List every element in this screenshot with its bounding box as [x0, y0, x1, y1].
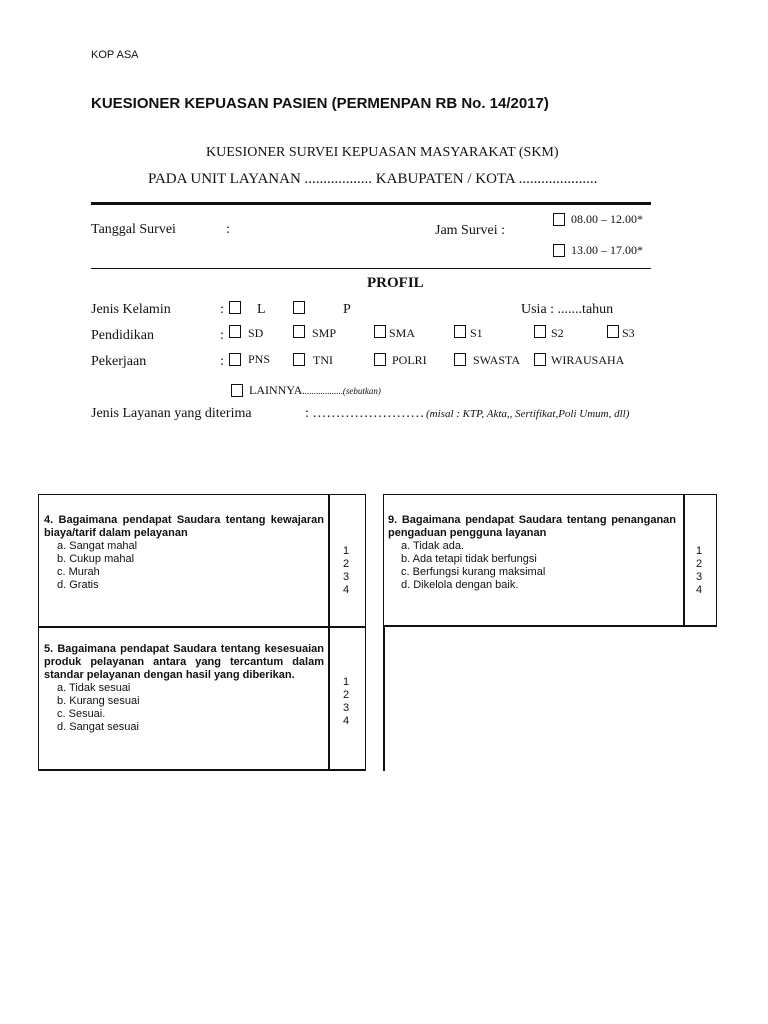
question-4-score-2: 2 [342, 558, 350, 570]
question-4-score-4: 4 [342, 584, 350, 596]
job-wirausaha-label: WIRAUSAHA [551, 353, 625, 367]
education-colon: : [220, 328, 224, 343]
question-9 [388, 514, 676, 592]
education-s3-label: S3 [622, 326, 635, 340]
question-5-option-d: d. Sangat sesuai [57, 721, 139, 733]
education-label: Pendidikan [91, 328, 154, 343]
right-panel-extension [383, 626, 385, 771]
header-divider [91, 202, 651, 205]
right-score-divider [683, 494, 685, 627]
question-9-option-a: a. Tidak ada. [401, 540, 464, 552]
job-swasta-label: SWASTA [473, 353, 521, 367]
education-sd-label: SD [248, 326, 264, 340]
job-other-label [249, 383, 381, 398]
time-option-1-checkbox[interactable] [553, 213, 565, 226]
education-s2-label: S2 [551, 326, 564, 340]
question-5-text: 5. Bagaimana pendapat Saudara tentang kesesuaian produk pelayanan antara yang tercantum dalam standar pelayanan dengan hasil yang diberikan. [44, 643, 324, 681]
question-4-option-a: a. Sangat mahal [57, 540, 138, 552]
survey-divider [91, 268, 651, 269]
gender-l-checkbox[interactable] [229, 301, 241, 314]
question-4 [44, 514, 324, 592]
question-9-option-d: d. Dikelola dengan baik. [401, 579, 519, 591]
question-5-option-b: b. Kurang sesuai [57, 695, 140, 707]
education-sd-checkbox[interactable] [229, 325, 241, 338]
job-pns-label: PNS [248, 352, 271, 366]
page-title: KUESIONER KEPUASAN PASIEN (PERMENPAN RB No. 14/2017) [91, 95, 549, 112]
question-4-option-d: d. Gratis [57, 579, 99, 591]
question-9-score-4: 4 [695, 584, 703, 596]
time-option-2-checkbox[interactable] [553, 244, 565, 257]
question-9-option-c: c. Berfungsi kurang maksimal [401, 566, 546, 578]
question-5-score-1: 1 [342, 676, 350, 688]
question-4-score-1: 1 [342, 545, 350, 557]
education-smp-label: SMP [312, 326, 337, 340]
question-9-option-b: b. Ada tetapi tidak berfungsi [401, 553, 537, 565]
job-other-text: LAINNYA [249, 383, 303, 397]
unit-layanan-line: PADA UNIT LAYANAN .................. KABUPATEN / KOTA ..................... [148, 171, 598, 187]
kop-label: KOP ASA [91, 49, 139, 61]
question-4-option-b: b. Cukup mahal [57, 553, 135, 565]
question-4-text: 4. Bagaimana pendapat Saudara tentang kewajaran biaya/tarif dalam pelayanan [44, 514, 324, 539]
question-9-score-1: 1 [695, 545, 703, 557]
question-4-option-c: c. Murah [57, 566, 100, 578]
job-swasta-checkbox[interactable] [454, 353, 466, 366]
job-pns-checkbox[interactable] [229, 353, 241, 366]
question-9-score-2: 2 [695, 558, 703, 570]
job-wirausaha-checkbox[interactable] [534, 353, 546, 366]
education-s1-checkbox[interactable] [454, 325, 466, 338]
education-s1-label: S1 [470, 326, 483, 340]
education-s2-checkbox[interactable] [534, 325, 546, 338]
job-tni-label: TNI [313, 353, 333, 367]
question-5-option-c: c. Sesuai. [57, 708, 106, 720]
education-sma-label: SMA [389, 326, 416, 340]
time-option-1-label: 08.00 – 12.00* [571, 212, 643, 226]
question-5 [44, 643, 324, 734]
age-field: Usia : .......tahun [521, 302, 614, 317]
question-5-score-4: 4 [342, 715, 350, 727]
question-5-option-a: a. Tidak sesuai [57, 682, 131, 694]
job-other-checkbox[interactable] [231, 384, 243, 397]
survey-subtitle: KUESIONER SURVEI KEPUASAN MASYARAKAT (SKM) [206, 145, 559, 160]
left-row-divider [38, 626, 366, 628]
education-s3-checkbox[interactable] [607, 325, 619, 338]
service-value: : …………………… [305, 406, 425, 421]
date-label: Tanggal Survei [91, 222, 176, 237]
gender-colon: : [220, 302, 224, 317]
job-other-hint: (sebutkan) [342, 386, 381, 396]
question-5-score-3: 3 [342, 702, 350, 714]
gender-l-label: L [257, 302, 266, 317]
job-colon: : [220, 354, 224, 369]
question-5-score-2: 2 [342, 689, 350, 701]
date-colon: : [226, 222, 230, 237]
service-label: Jenis Layanan yang diterima [91, 406, 252, 421]
job-polri-label: POLRI [392, 353, 427, 367]
time-option-2-label: 13.00 – 17.00* [571, 243, 643, 257]
education-sma-checkbox[interactable] [374, 325, 386, 338]
time-label: Jam Survei : [435, 223, 505, 238]
profil-title: PROFIL [367, 275, 424, 291]
job-label: Pekerjaan [91, 354, 147, 369]
job-polri-checkbox[interactable] [374, 353, 386, 366]
job-other-dots: .................. [302, 386, 343, 396]
job-tni-checkbox[interactable] [293, 353, 305, 366]
service-hint: (misal : KTP, Akta,, Sertifikat,Poli Umum, dll) [426, 408, 630, 420]
gender-p-checkbox[interactable] [293, 301, 305, 314]
question-9-score-3: 3 [695, 571, 703, 583]
education-smp-checkbox[interactable] [293, 325, 305, 338]
left-score-divider [328, 494, 330, 771]
gender-p-label: P [343, 302, 351, 317]
gender-label: Jenis Kelamin [91, 302, 171, 317]
question-9-text: 9. Bagaimana pendapat Saudara tentang penanganan pengaduan pengguna layanan [388, 514, 676, 539]
question-4-score-3: 3 [342, 571, 350, 583]
